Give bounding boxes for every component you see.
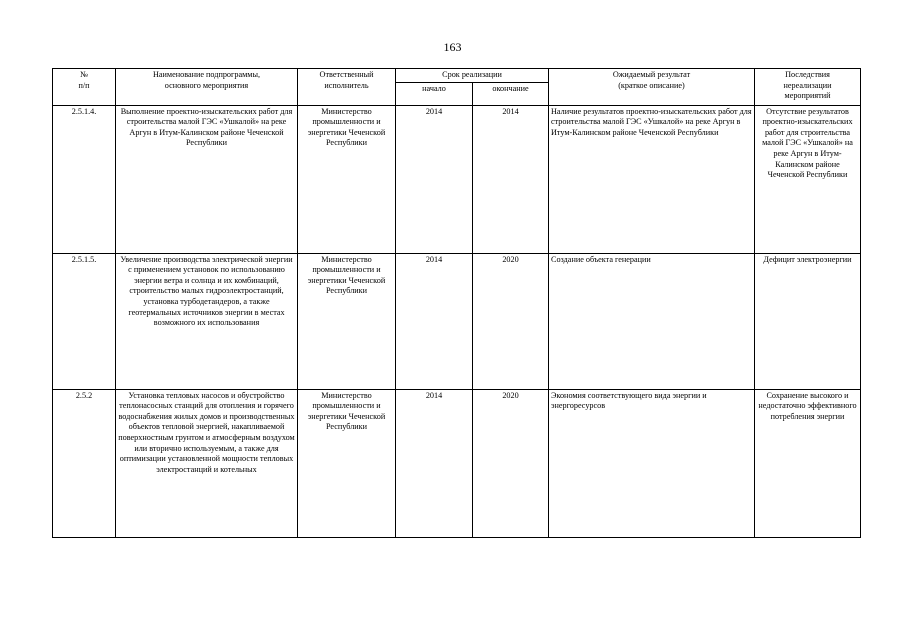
row-start: 2014 [396, 105, 473, 253]
row-start: 2014 [396, 389, 473, 537]
header-consequences-line1: Последствия [785, 70, 830, 79]
row-end: 2020 [473, 253, 549, 389]
row-start: 2014 [396, 253, 473, 389]
header-result-line1: Ожидаемый результат [612, 70, 691, 79]
header-number-line2: п/п [78, 80, 90, 90]
row-executor: Министерство промышленности и энергетики Чеченской Республики [298, 105, 396, 253]
header-consequences-line2: нереализации [783, 80, 832, 90]
page-number: 163 [443, 40, 462, 54]
row-number: 2.5.1.5. [53, 253, 116, 389]
row-result: Наличие результатов проектно-изыскательских работ для строительства малой ГЭС «Ушкалой» на реке Аргун в Итум-Калинском районе Чеченской Республики [549, 105, 755, 253]
row-consequences: Отсутствие результатов проектно-изыскательских работ для строительства малой ГЭС «Ушкалой» на реке Аргун в Итум-Калинском районе Чеченской Республики [755, 105, 861, 253]
row-result: Экономия соответствующего вида энергии и энергоресурсов [549, 389, 755, 537]
header-result-line2: (краткое описание) [618, 80, 685, 90]
measures-table [52, 68, 861, 538]
row-executor: Министерство промышленности и энергетики Чеченской Республики [298, 389, 396, 537]
header-number [53, 69, 116, 106]
row-executor: Министерство промышленности и энергетики Чеченской Республики [298, 253, 396, 389]
header-row-1 [53, 69, 861, 83]
header-start: начало [396, 82, 473, 105]
row-consequences: Дефицит электроэнергии [755, 253, 861, 389]
header-period: Срок реализации [396, 69, 549, 83]
header-name [116, 69, 298, 106]
row-end: 2014 [473, 105, 549, 253]
table-row [53, 253, 861, 389]
table-row [53, 105, 861, 253]
header-result [549, 69, 755, 106]
header-consequences-line3: мероприятий [784, 91, 831, 101]
row-result: Создание объекта генерации [549, 253, 755, 389]
row-number: 2.5.2 [53, 389, 116, 537]
row-name: Установка тепловых насосов и обустройство теплонасосных станций для отопления и горячего водоснабжения жилых домов и производственных объектов тепловой энергией, накапливаемой поверхностным грунтом и атмосферным воздухом или вторично используемым, а также для оптимизации установленной мощности тепловых электростанций и котельных [116, 389, 298, 537]
header-number-line1: № [80, 70, 88, 79]
header-executor-line1: Ответственный [319, 70, 374, 79]
row-number: 2.5.1.4. [53, 105, 116, 253]
header-consequences [755, 69, 861, 106]
row-name: Выполнение проектно-изыскательских работ для строительства малой ГЭС «Ушкалой» на реке Аргун в Итум-Калинском районе Чеченской Республики [116, 105, 298, 253]
header-end: окончание [473, 82, 549, 105]
row-name: Увеличение производства электрической энергии с применением установок по использованию энергии ветра и солнца и их комбинаций, строительство малых гидроэлектростанций, установка турбодетандеров, а также геотермальных источников энергии в местах возможного их использования [116, 253, 298, 389]
header-executor [298, 69, 396, 106]
header-name-line2: основного мероприятия [164, 80, 249, 90]
row-end: 2020 [473, 389, 549, 537]
header-name-line1: Наименование подпрограммы, [152, 70, 261, 79]
row-consequences: Сохранение высокого и недостаточно эффективного потребления энергии [755, 389, 861, 537]
header-executor-line2: исполнитель [324, 80, 369, 90]
table-row [53, 389, 861, 537]
